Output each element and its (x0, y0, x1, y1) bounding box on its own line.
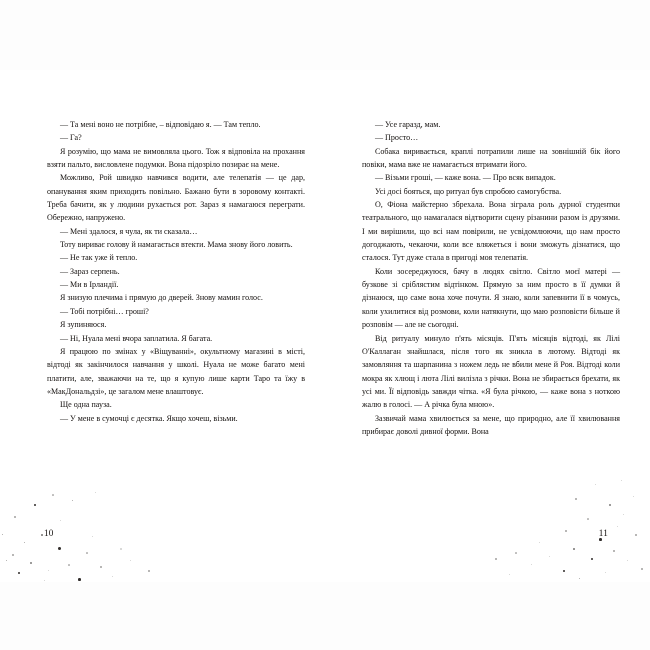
star-dot (565, 530, 567, 532)
paragraph: Ще одна пауза. (60, 400, 112, 410)
star-dot (509, 574, 510, 575)
paragraph: Від ритуалу минуло п'ять місяців. П'ять місяців відтоді, як Лілі О'Каллаган знайшлася, після того як зникла в лютому. Відтоді як замовляння та шарпанина з ножем ледь не вбили мене й Роя. Відтоді коли мокра як хлющ і люта Лілі вилізла з річки. Вона не збирається брехати, як усі ми. Її відповідь завжди чітка. «Я була річкою, — каже вона з ноткою жалю в голосі. — А річка була мною». (362, 333, 620, 410)
star-dot (563, 570, 565, 572)
star-dot (595, 484, 596, 485)
paragraph: Зазвичай мама хвилюється за мене, що природно, але її хвилювання прибирає доволі дивної форми. Вона (362, 413, 620, 436)
star-dot (24, 542, 25, 543)
star-dot (623, 514, 624, 515)
star-dot (18, 572, 20, 574)
star-dot (100, 566, 102, 568)
paragraph: Я розумію, що мама не вимовляла цього. Тож я відповіла на прохання взяти пальто, висловлене подумки. Вона підозріло позирає на мене. (47, 146, 305, 170)
star-dot (573, 548, 575, 550)
paragraph: Собака виривається, краплі потрапили лише на зовнішній бік його повіки, мама вже не намагається втримати його. (362, 146, 620, 170)
star-dot (635, 534, 637, 536)
paragraph: Я працюю по змінах у «Віщуванні», окультному магазині в місті, відтоді як закінчилося навчання у школі. Нуала не може багато мені платити, але, зважаючи на те, що я купую лише карти Таро та їжу в «МакДональдзі», це загалом мене влаштовує. (47, 346, 305, 396)
page-number-left: 10 (44, 528, 54, 538)
star-dot (605, 572, 606, 573)
right-page (325, 70, 650, 582)
star-dot (52, 494, 54, 496)
star-dot (58, 547, 61, 550)
paragraph: — Усе гаразд, мам. (375, 120, 441, 129)
paragraph: — Не так уже й тепло. (60, 253, 138, 263)
star-dot (613, 550, 615, 552)
star-dot (86, 552, 88, 554)
paragraph: — Зараз серпень. (60, 266, 120, 276)
paragraph: — Та мені воно не потрібне, – відповідаю я. — Там тепло. (60, 120, 261, 129)
paragraph: — Га? (60, 133, 82, 143)
paragraph: Можливо, Рой швидко навчився водити, але телепатія — це дар, опанування яким приходить повільно. Бажано бути в зоровому контакті. Треба бачити, як у людини рухається рот. Зараз я намагаюся переграти. Обережно, напружено. (47, 173, 305, 223)
star-dot (68, 564, 70, 566)
star-dot (539, 542, 540, 543)
star-dot (60, 520, 61, 521)
star-dot (495, 558, 497, 560)
star-dot (12, 554, 14, 556)
paragraph: Тоту вириває голову й намагається втекти. Мама знову його ловить. (60, 240, 293, 250)
paragraph: Я зупиняюся. (60, 320, 107, 330)
star-dot (30, 562, 32, 564)
star-dot (515, 552, 517, 554)
star-dot (621, 480, 622, 481)
star-dot (92, 536, 93, 537)
star-dot (579, 578, 580, 579)
star-dot (95, 492, 96, 493)
star-dot (2, 534, 3, 535)
star-dot (575, 498, 577, 500)
star-dot (120, 548, 122, 550)
paragraph: Я знизую плечима і прямую до дверей. Знову мамин голос. (60, 293, 263, 303)
paragraph: — Просто… (375, 133, 419, 143)
left-page (0, 70, 325, 582)
star-dot (34, 504, 36, 506)
star-dot (41, 534, 43, 536)
paragraph: — Ми в Ірландії. (60, 280, 119, 290)
page-sheet (0, 70, 650, 582)
left-page-text-block (47, 118, 305, 425)
paragraph: — У мене в сумочці є десятка. Якщо хочеш, візьми. (60, 413, 238, 423)
star-dot (549, 556, 550, 557)
star-dot (112, 576, 113, 577)
star-dot (609, 504, 611, 506)
star-dot (48, 570, 49, 571)
star-dot (78, 578, 81, 581)
star-dot (148, 570, 150, 572)
right-page-text-block (362, 118, 620, 438)
star-dot (531, 564, 532, 565)
star-dot (633, 496, 634, 497)
star-dot (44, 580, 45, 581)
paragraph: Усі досі бояться, що ритуал був спробою самогубства. (375, 186, 562, 196)
star-dot (641, 568, 643, 570)
star-dot (599, 538, 602, 541)
star-dot (72, 500, 73, 501)
star-dot (617, 526, 618, 527)
paragraph: — Візьми гроші, — каже вона. — Про всяк випадок. (375, 173, 556, 183)
paragraph: О, Фіона майстерно збрехала. Вона зіграла роль дурної студентки театрального, що намагалася відтворити сцену різанини разом із друзями. І ми вирішили, що всі нам повірили, не усвідомлюючи, що нам просто догоджають, чекаючи, коли все вляжеться і вони зможуть дізнатися, що сталося. Тут дуже стала в пригоді моя телепатія. (362, 200, 620, 263)
star-dot (130, 560, 131, 561)
star-dot (6, 560, 7, 561)
page-number-right: 11 (598, 528, 608, 538)
paragraph: Коли зосереджуюся, бачу в людях світло. Світло моєї матері — бузкове зі сріблястим відтінком. Прямую за ним просто в її думки й дізнаюся, що саме вона хоче почути. Я знаю, коли запевнити її в чомусь, коли ухилитися від розмови, коли натякнути, що маю розповісти більше й розповім — але не сьогодні. (362, 266, 620, 330)
paragraph: — Тобі потрібні… гроші? (60, 306, 149, 316)
star-dot (591, 558, 593, 560)
paragraph: — Мені здалося, я чула, як ти сказала… (60, 226, 198, 236)
star-dot (627, 560, 628, 561)
star-dot (14, 516, 16, 518)
paragraph: — Ні, Нуала мені вчора заплатила. Я багата. (60, 333, 213, 343)
star-decoration-left (0, 490, 170, 582)
star-dot (587, 518, 589, 520)
star-decoration-right (475, 478, 650, 582)
